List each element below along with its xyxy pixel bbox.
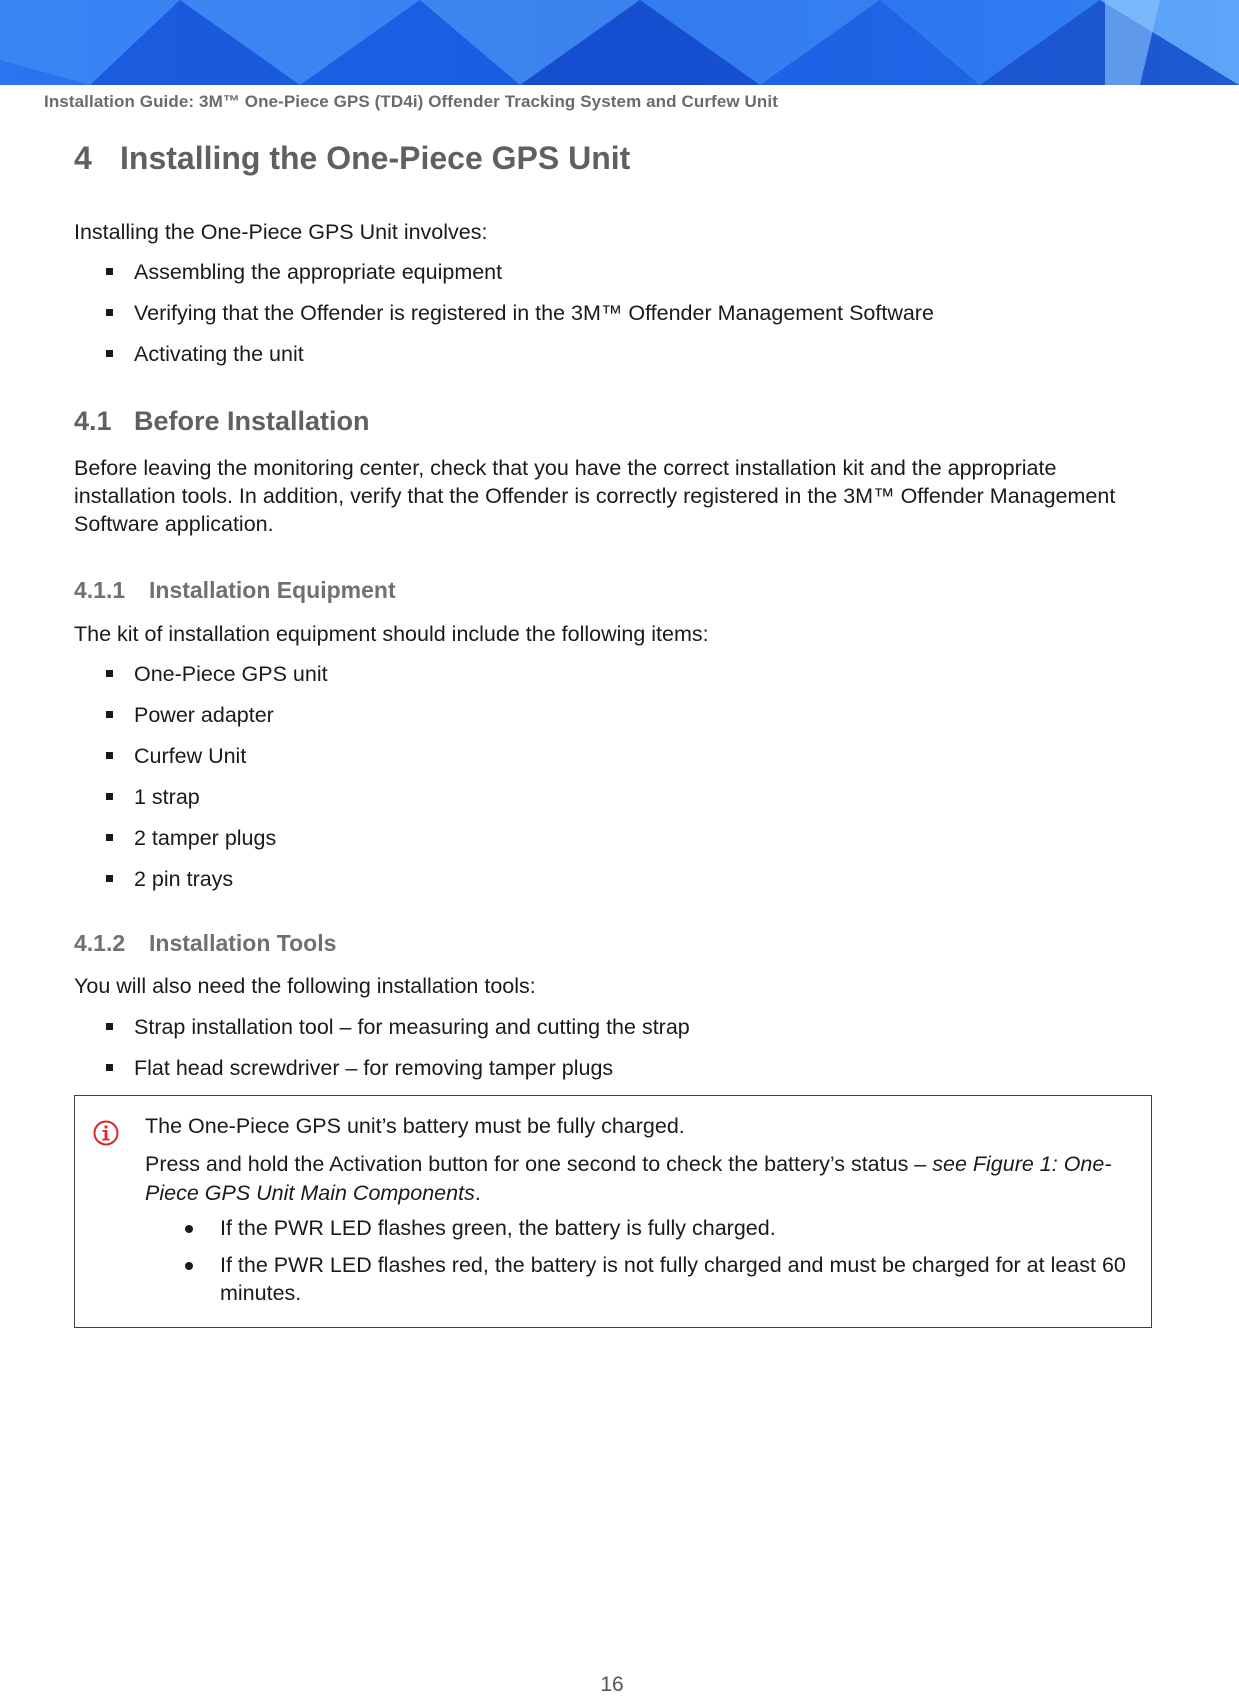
list-item: 1 strap [74,783,328,824]
subsubsection-heading-tools [74,930,336,957]
note-line-activation [145,1150,1135,1208]
list-item: Flat head screwdriver – for removing tamper plugs [74,1054,690,1095]
list-item: 2 pin trays [74,865,328,906]
subsubsection-number: 4.1.2 [74,930,126,956]
list-item: 2 tamper plugs [74,824,328,865]
note-activation-suffix: . [474,1181,481,1205]
subsubsection-title: Installation Tools [149,930,337,956]
section-number: 4 [74,140,92,176]
banner-graphic [0,0,1239,85]
figure-reference: see Figure 1: One-Piece GPS Unit Main Components [145,1152,1112,1205]
list-item: Verifying that the Offender is registered in the 3M™ Offender Management Software [74,299,934,340]
subsubsection-heading-equipment [74,577,396,604]
list-item: Activating the unit [74,340,934,381]
equipment-list [74,660,328,906]
list-item: Strap installation tool – for measuring and cutting the strap [74,1013,690,1054]
section-title: Installing the One-Piece GPS Unit [120,140,631,176]
section-heading [74,140,630,177]
subsubsection-number: 4.1.1 [74,577,126,603]
subsubsection-title: Installation Equipment [149,577,396,603]
section-intro-list [74,258,934,381]
list-item: If the PWR LED flashes green, the battery is fully charged. [145,1214,1135,1242]
note-line-battery: The One-Piece GPS unit’s battery must be fully charged. [145,1114,685,1138]
subsection-heading-before-installation [74,406,370,437]
page-number: 16 [600,1673,624,1696]
note-box [74,1095,1152,1328]
tools-intro: You will also need the following installation tools: [74,974,536,998]
tools-list [74,1013,690,1095]
equipment-intro: The kit of installation equipment should include the following items: [74,622,709,646]
list-item: One-Piece GPS unit [74,660,328,701]
before-installation-body: Before leaving the monitoring center, check that you have the correct installation kit and the appropriate installation tools. In addition, verify that the Offender is correctly registered in the 3M™ Offender Management Software application. [74,456,1116,536]
list-item: Assembling the appropriate equipment [74,258,934,299]
note-bullet-list [145,1214,1135,1307]
subsection-number: 4.1 [74,406,112,436]
note-text [145,1112,1135,1316]
info-icon [93,1120,119,1146]
note-activation-text: Press and hold the Activation button for one second to check the battery’s status – [145,1152,933,1176]
list-item: If the PWR LED flashes red, the battery is not fully charged and must be charged for at least 60 minutes. [145,1251,1135,1307]
list-item: Curfew Unit [74,742,328,783]
section-intro: Installing the One-Piece GPS Unit involves: [74,220,488,244]
header-banner [0,0,1239,85]
running-header: Installation Guide: 3M™ One-Piece GPS (TD4i) Offender Tracking System and Curfew Unit [44,92,778,111]
list-item: Power adapter [74,701,328,742]
subsection-title: Before Installation [134,406,370,436]
